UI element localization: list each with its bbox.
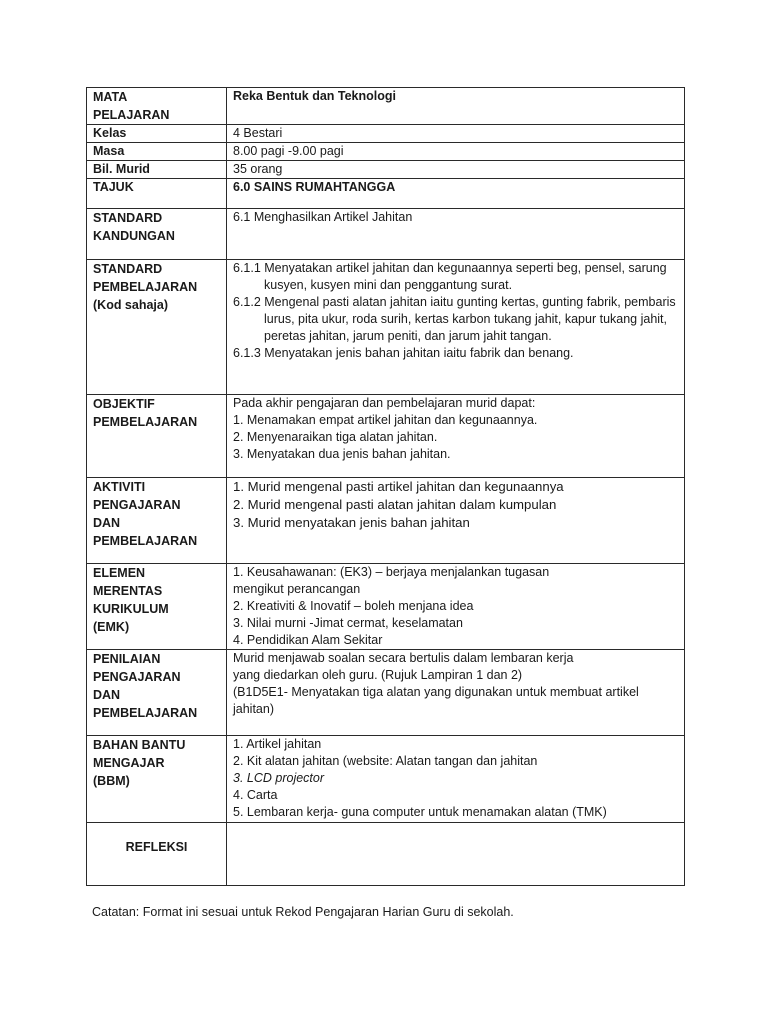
list-item: 6.1.3 Menyatakan jenis bahan jahitan iaitu fabrik dan benang.	[233, 346, 574, 360]
list-item: 5. Lembaran kerja- guna computer untuk menamakan alatan (TMK)	[233, 805, 607, 819]
value-bil-murid: 35 orang	[227, 161, 685, 179]
list-item: 4. Carta	[233, 788, 278, 802]
row-refleksi	[87, 823, 685, 886]
list-item: 1. Murid mengenal pasti artikel jahitan dan kegunaannya	[233, 479, 564, 494]
list-item: 1. Artikel jahitan	[233, 737, 322, 751]
label-line: MENGAJAR	[93, 756, 165, 770]
label-line: STANDARD	[93, 262, 163, 276]
label-kelas: Kelas	[87, 125, 227, 143]
label-line: KURIKULUM	[93, 602, 169, 616]
list-item: 2. Menyenaraikan tiga alatan jahitan.	[233, 430, 438, 444]
label-line: PEMBELAJARAN	[93, 415, 198, 429]
list-item: 2. Murid mengenal pasti alatan jahitan dalam kumpulan	[233, 497, 557, 512]
label-line: PENILAIAN	[93, 652, 161, 666]
row-tajuk	[87, 179, 685, 209]
label-line: AKTIVITI	[93, 480, 146, 494]
label-line: PEMBELAJARAN	[93, 534, 198, 548]
row-emk	[87, 564, 685, 650]
list-item: 1. Keusahawanan: (EK3) – berjaya menjalankan tugasan	[233, 565, 550, 579]
label-penilaian	[87, 650, 227, 736]
value-bbm	[227, 736, 685, 823]
value-emk	[227, 564, 685, 650]
label-line: (BBM)	[93, 774, 130, 788]
row-standard-kandungan	[87, 209, 685, 260]
value-masa: 8.00 pagi -9.00 pagi	[227, 143, 685, 161]
row-aktiviti	[87, 478, 685, 564]
label-line: PENGAJARAN	[93, 498, 181, 512]
label-emk	[87, 564, 227, 650]
value-refleksi	[227, 823, 685, 886]
value-standard-kandungan: 6.1 Menghasilkan Artikel Jahitan	[227, 209, 685, 260]
value-mata-pelajaran: Reka Bentuk dan Teknologi	[227, 88, 685, 125]
label-line: ELEMEN	[93, 566, 146, 580]
list-item: 6.1.2 Mengenal pasti alatan jahitan iaitu gunting kertas, gunting fabrik, pembaris lurus, pita ukur, roda surih, kertas karbon tukang jahit, kapur tukang jahit, peretas jahitan, jarum peniti, dan jarum jahit tangan.	[233, 295, 676, 343]
value-aktiviti	[227, 478, 685, 564]
list-item: jahitan)	[233, 702, 274, 716]
row-objektif	[87, 395, 685, 478]
list-item: 3. LCD projector	[233, 771, 325, 785]
label-line: PELAJARAN	[93, 108, 170, 122]
label-line: PEMBELAJARAN	[93, 706, 198, 720]
label-line: BAHAN BANTU	[93, 738, 186, 752]
label-objektif	[87, 395, 227, 478]
label-bbm	[87, 736, 227, 823]
value-kelas: 4 Bestari	[227, 125, 685, 143]
label-standard-kandungan	[87, 209, 227, 260]
row-bil-murid	[87, 161, 685, 179]
label-line: STANDARD	[93, 211, 163, 225]
label-line: MATA	[93, 90, 128, 104]
list-item: yang diedarkan oleh guru. (Rujuk Lampiran 1 dan 2)	[233, 668, 523, 682]
value-penilaian	[227, 650, 685, 736]
value-objektif	[227, 395, 685, 478]
footer-note: Catatan: Format ini sesuai untuk Rekod Pengajaran Harian Guru di sekolah.	[92, 905, 514, 919]
list-item: 2. Kit alatan jahitan (website: Alatan tangan dan jahitan	[233, 754, 538, 768]
list-item: Murid menjawab soalan secara bertulis dalam lembaran kerja	[233, 651, 574, 665]
list-item: Pada akhir pengajaran dan pembelajaran murid dapat:	[233, 396, 536, 410]
list-item: 3. Murid menyatakan jenis bahan jahitan	[233, 515, 470, 530]
label-line: OBJEKTIF	[93, 397, 155, 411]
list-item: 3. Nilai murni -Jimat cermat, keselamatan	[233, 616, 463, 630]
value-standard-pembelajaran	[227, 260, 685, 395]
row-bbm	[87, 736, 685, 823]
label-masa: Masa	[87, 143, 227, 161]
label-bil-murid: Bil. Murid	[87, 161, 227, 179]
label-line: MERENTAS	[93, 584, 163, 598]
row-penilaian	[87, 650, 685, 736]
label-line: PENGAJARAN	[93, 670, 181, 684]
row-standard-pembelajaran	[87, 260, 685, 395]
label-line: (EMK)	[93, 620, 130, 634]
list-item: 2. Kreativiti & Inovatif – boleh menjana idea	[233, 599, 474, 613]
list-item: (B1D5E1- Menyatakan tiga alatan yang digunakan untuk membuat artikel	[233, 685, 639, 699]
list-item: 1. Menamakan empat artikel jahitan dan kegunaannya.	[233, 413, 538, 427]
label-line: (Kod sahaja)	[93, 298, 169, 312]
label-refleksi: REFLEKSI	[87, 823, 227, 886]
list-item: 3. Menyatakan dua jenis bahan jahitan.	[233, 447, 451, 461]
label-line: DAN	[93, 688, 121, 702]
label-standard-pembelajaran	[87, 260, 227, 395]
label-line: DAN	[93, 516, 121, 530]
value-tajuk: 6.0 SAINS RUMAHTANGGA	[227, 179, 685, 209]
lesson-plan-table	[86, 87, 685, 886]
row-kelas	[87, 125, 685, 143]
label-line: KANDUNGAN	[93, 229, 175, 243]
label-line: PEMBELAJARAN	[93, 280, 198, 294]
label-mata-pelajaran	[87, 88, 227, 125]
label-aktiviti	[87, 478, 227, 564]
list-item: 4. Pendidikan Alam Sekitar	[233, 633, 383, 647]
label-tajuk: TAJUK	[87, 179, 227, 209]
list-item: 6.1.1 Menyatakan artikel jahitan dan kegunaannya seperti beg, pensel, sarung kusyen, kusyen mini dan penggantung surat.	[233, 261, 667, 292]
row-masa	[87, 143, 685, 161]
list-item: mengikut perancangan	[233, 582, 361, 596]
row-mata-pelajaran	[87, 88, 685, 125]
